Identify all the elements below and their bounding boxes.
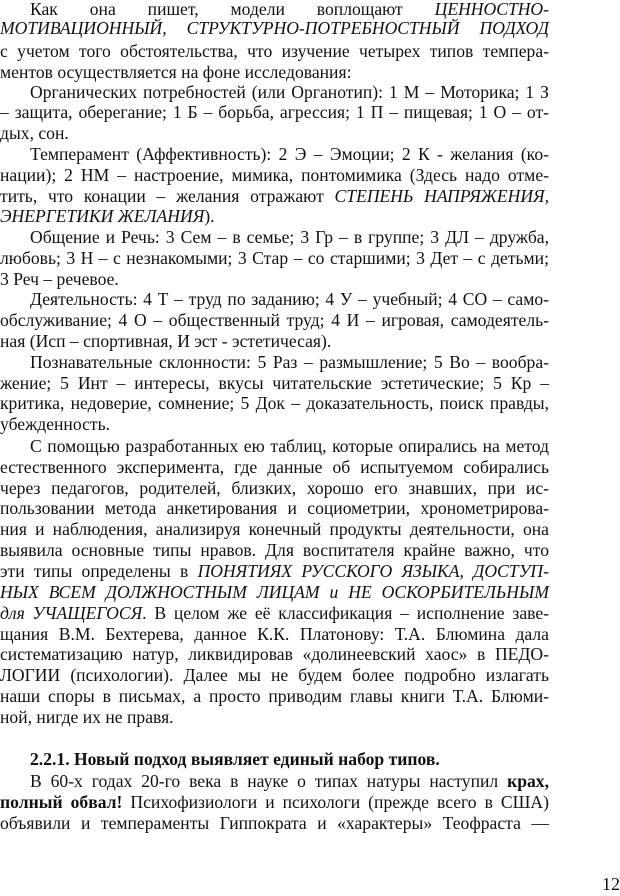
text-span: 3 Реч – речевое. (0, 269, 119, 289)
text-line (0, 457, 549, 477)
text-span: выявила основные типы нравов. Для воспитателя крайне важно, что (0, 540, 549, 560)
text-span: с учетом того обстоятельства, что изучение четырех типов темпера- (0, 41, 549, 61)
text-line (30, 227, 549, 247)
text-span: убежденность. (0, 414, 110, 434)
text-line (0, 792, 549, 812)
text-line (0, 478, 549, 498)
text-line (0, 540, 549, 560)
bold-span: 2.2.1. Новый подход выявляет единый набор типов. (30, 749, 440, 769)
text-span: ЛОГИИ (психологии). Далее мы не будем более подробно излагать (0, 665, 549, 685)
text-span: Общение и Речь: 3 Сем – в семье; 3 Гр – в группе; 3 ДЛ – дружба, (30, 227, 549, 247)
text-span: ная (Исп – спортивная, И эст - эстетичесая). (0, 331, 332, 351)
text-line (0, 206, 549, 226)
text-span: Познавательные склонности: 5 Раз – размышление; 5 Во – вообра- (30, 352, 549, 372)
text-span: Органических потребностей (или Органотип): 1 М – Моторика; 1 З (30, 82, 549, 102)
text-span: тить, что конации – желания отражают (0, 186, 335, 206)
text-line (0, 813, 549, 833)
text-span: ). (204, 206, 215, 226)
text-line (30, 144, 549, 164)
italic-span: ЦЕННОСТНО- (434, 0, 549, 19)
text-span: ментов осуществляется на фоне исследования: (0, 62, 352, 82)
text-line (0, 331, 549, 351)
text-line (0, 269, 549, 289)
text-line (0, 582, 549, 602)
text-line (0, 165, 549, 185)
text-line (30, 289, 549, 309)
text-span: обслуживание; 4 О – общественный труд; 4 И – игровая, самодеятель- (0, 310, 549, 330)
text-line (0, 373, 549, 393)
text-span: через педагогов, родителей, близких, хорошо его знавших, при ис- (0, 478, 549, 498)
italic-span: ПОНЯТИЯХ РУССКОГО ЯЗЫКА, ДОСТУП- (197, 561, 549, 581)
text-line (0, 62, 549, 82)
text-line (30, 82, 549, 102)
text-span: любовь; 3 Н – с незнакомыми; 3 Стар – со старшими; 3 Дет – с детьми; (0, 248, 549, 268)
text-span: ной, нигде их не правя. (0, 707, 174, 727)
italic-span: СТЕПЕНЬ НАПРЯЖЕНИЯ, (334, 186, 550, 206)
text-line (0, 686, 549, 706)
text-line (0, 561, 549, 581)
text-span: дых, сон. (0, 123, 69, 143)
text-line (0, 248, 549, 268)
text-line (0, 393, 549, 413)
text-span: С помощью разработанных ею таблиц, которые опирались на метод (30, 436, 549, 456)
text-span: Деятельность: 4 Т – труд по заданию; 4 У – учебный; 4 СО – само- (30, 289, 549, 309)
text-line (0, 186, 549, 206)
text-line (0, 18, 549, 38)
text-line (0, 519, 549, 539)
text-line (0, 644, 549, 664)
text-line (0, 41, 549, 61)
text-line (0, 414, 549, 434)
text-line (0, 707, 549, 727)
text-line (0, 498, 549, 518)
italic-span: НЫХ ВСЕМ ДОЛЖНОСТНЫМ ЛИЦАМ и НЕ ОСКОРБИТЕЛЬНЫМ (0, 582, 549, 602)
text-span: объявили и темпераменты Гиппократа и «характеры» Теофраста — (0, 813, 549, 833)
text-span: систематизацию натур, ликвидировав «долинеевский хаос» в ПЕДО- (0, 644, 549, 664)
section-heading (30, 749, 549, 769)
text-line (0, 123, 549, 143)
text-span: Психофизиологи и психологи (прежде всего в США) (122, 792, 549, 812)
bold-span: полный обвал! (0, 792, 123, 812)
text-line (0, 624, 549, 644)
text-span: пользовании метода анкетирования и социометрии, хронометрирова- (0, 498, 549, 518)
text-line (0, 310, 549, 330)
text-line (0, 102, 549, 122)
text-span: наши споры в письмах, а просто приводим главы книги Т.А. Блюми- (0, 686, 549, 706)
italic-span: ЭНЕРГЕТИКИ ЖЕЛАНИЯ (0, 206, 205, 226)
italic-span: МОТИВАЦИОННЫЙ, СТРУКТУРНО-ПОТРЕБНОСТНЫЙ ПОДХОД (0, 18, 549, 38)
text-line (30, 0, 549, 19)
page-number: 12 (602, 874, 620, 894)
text-span: Как она пишет, модели воплощают (30, 0, 435, 19)
text-span: нации); 2 НМ – настроение, мимика, понтомимика (Здесь надо отме- (0, 165, 549, 185)
text-span: ния и наблюдения, анализируя конечный продукты деятельности, она (0, 519, 549, 539)
bold-span: крах, (507, 771, 549, 791)
text-span: естественного эксперимента, где данные об испытуемом собирались (0, 457, 549, 477)
text-line (30, 352, 549, 372)
text-span: критика, недоверие, сомнение; 5 Док – доказательность, поиск правды, (0, 393, 549, 413)
text-span: . В целом же её классификация – исполнение заве- (142, 603, 550, 623)
text-line (30, 436, 549, 456)
text-span: В 60-х годах 20-го века в науке о типах натуры наступил (30, 771, 508, 791)
text-line (0, 603, 549, 623)
italic-span: для УЧАЩЕГОСЯ (0, 603, 143, 623)
text-span: жение; 5 Инт – интересы, вкусы читательские эстетические; 5 Кр – (0, 373, 549, 393)
text-line (30, 771, 549, 791)
text-span: эти типы определены в (0, 561, 198, 581)
text-span: – защита, оберегание; 1 Б – борьба, агрессия; 1 П – пищевая; 1 О – от- (0, 102, 549, 122)
text-line (0, 665, 549, 685)
text-span: щания В.М. Бехтерева, данное К.К. Платонову: Т.А. Блюмина дала (0, 624, 549, 644)
text-span: Темперамент (Аффективность): 2 Э – Эмоции; 2 К - желания (ко- (30, 144, 549, 164)
